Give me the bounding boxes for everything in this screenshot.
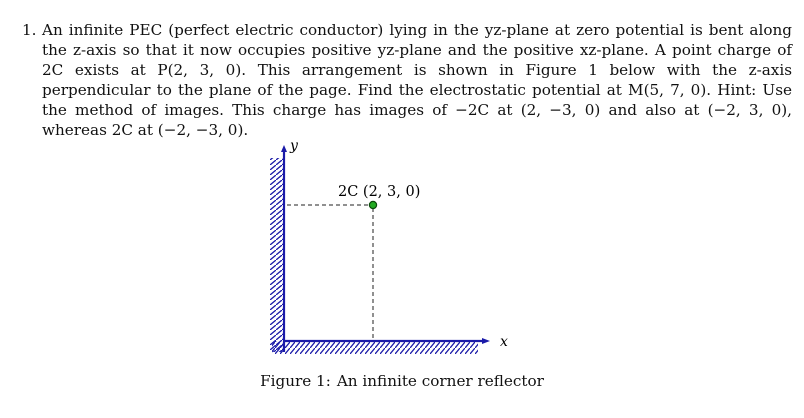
caption-text: An infinite corner reflector [336,372,544,390]
y-axis-arrow-icon [281,145,287,152]
charge-label: 2C (2, 3, 0) [338,184,421,200]
y-axis-label: y [290,138,298,154]
x-axis-arrow-icon [482,338,490,344]
problem-number: 1. [22,21,37,39]
point-charge [369,201,376,208]
caption-label: Figure 1: [260,372,331,390]
vertical-conductor-hatch [270,158,284,352]
x-axis-label: x [500,334,508,350]
horizontal-conductor-hatch [272,341,478,354]
figure-caption [0,372,804,390]
problem-text: An infinite PEC (perfect electric conductor) lying in the yz-plane at zero potential is bent along the z-axis so that it now occupies positive yz-plane and the positive xz-plane. A point charge of 2C exists at P(2, 3, 0). This arrangement is shown in Figure 1 below with the z-axis perpendicular to the plane of the page. Find the electrostatic potential at M(5, 7, 0). Hint: Use the method of images. This charge has images of −2C at (2, −3, 0) and also at (−2, 3, 0), whereas 2C at (−2, −3, 0). [42,21,792,139]
